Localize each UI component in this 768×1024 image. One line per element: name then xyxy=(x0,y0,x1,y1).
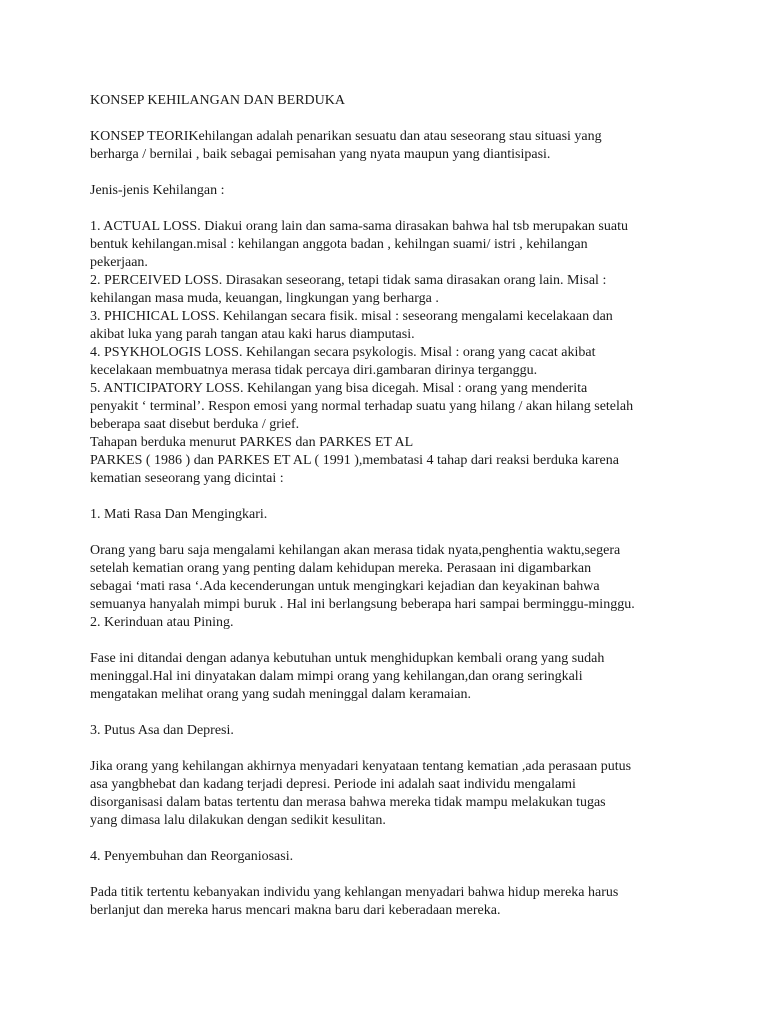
text-line: disorganisasi dalam batas tertentu dan merasa bahwa mereka tidak mampu melakukan tugas xyxy=(90,795,606,810)
text-line: KONSEP TEORIKehilangan adalah penarikan sesuatu dan atau seseorang stau situasi yang xyxy=(90,129,602,144)
text-line: 3. Putus Asa dan Depresi. xyxy=(90,723,234,738)
text-line: 3. PHICHICAL LOSS. Kehilangan secara fisik. misal : seseorang mengalami kecelakaan dan xyxy=(90,309,613,324)
paragraph xyxy=(90,848,738,866)
paragraph-spacer xyxy=(90,110,738,128)
text-line: sebagai ‘mati rasa ‘.Ada kecenderungan untuk mengingkari kejadian dan keyakinan bahwa xyxy=(90,579,600,594)
paragraph-spacer xyxy=(90,524,738,542)
text-line: kehilangan masa muda, keuangan, lingkungan yang berharga . xyxy=(90,291,439,306)
paragraph xyxy=(90,650,738,704)
text-line: semuanya hanyalah mimpi buruk . Hal ini berlangsung beberapa hari sampai berminggu-minggu. xyxy=(90,597,635,612)
text-line: 1. Mati Rasa Dan Mengingkari. xyxy=(90,507,268,522)
text-line: 4. Penyembuhan dan Reorganiosasi. xyxy=(90,849,294,864)
text-line: KONSEP KEHILANGAN DAN BERDUKA xyxy=(90,93,345,108)
text-line: meninggal.Hal ini dinyatakan dalam mimpi orang yang kehilangan,dan orang seringkali xyxy=(90,669,583,684)
text-line: bentuk kehilangan.misal : kehilangan anggota badan , kehilngan suami/ istri , kehilangan xyxy=(90,237,588,252)
paragraph xyxy=(90,722,738,740)
document-body xyxy=(90,92,738,920)
text-line: asa yangbhebat dan kadang terjadi depresi. Periode ini adalah saat individu mengalami xyxy=(90,777,576,792)
text-line: Fase ini ditandai dengan adanya kebutuhan untuk menghidupkan kembali orang yang sudah xyxy=(90,651,605,666)
paragraph-spacer xyxy=(90,740,738,758)
text-line: kecelakaan membuatnya merasa tidak percaya diri.gambaran dirinya terganggu. xyxy=(90,363,538,378)
document-title xyxy=(90,92,738,110)
text-line: pekerjaan. xyxy=(90,255,148,270)
paragraph-spacer xyxy=(90,164,738,182)
text-line: 5. ANTICIPATORY LOSS. Kehilangan yang bisa dicegah. Misal : orang yang menderita xyxy=(90,381,588,396)
text-line: Pada titik tertentu kebanyakan individu yang kehlangan menyadari bahwa hidup mereka harus xyxy=(90,885,619,900)
paragraph xyxy=(90,884,738,920)
text-line: beberapa saat disebut berduka / grief. xyxy=(90,417,300,432)
text-line: mengatakan melihat orang yang sudah meninggal dalam keramaian. xyxy=(90,687,471,702)
text-line: Jika orang yang kehilangan akhirnya menyadari kenyataan tentang kematian ,ada perasaan putus xyxy=(90,759,632,774)
text-line: penyakit ‘ terminal’. Respon emosi yang normal terhadap suatu yang hilang / akan hilang setelah xyxy=(90,399,634,414)
paragraph xyxy=(90,758,738,830)
paragraph xyxy=(90,542,738,632)
text-line: berharga / bernilai , baik sebagai pemisahan yang nyata maupun yang diantisipasi. xyxy=(90,147,551,162)
paragraph-spacer xyxy=(90,830,738,848)
text-line: 2. Kerinduan atau Pining. xyxy=(90,615,234,630)
text-line: berlanjut dan mereka harus mencari makna baru dari keberadaan mereka. xyxy=(90,903,501,918)
paragraph xyxy=(90,128,738,164)
text-line: akibat luka yang parah tangan atau kaki harus diamputasi. xyxy=(90,327,415,342)
text-line: 2. PERCEIVED LOSS. Dirasakan seseorang, tetapi tidak sama dirasakan orang lain. Misal : xyxy=(90,273,607,288)
text-line: Orang yang baru saja mengalami kehilangan akan merasa tidak nyata,penghentia waktu,segera xyxy=(90,543,621,558)
text-line: PARKES ( 1986 ) dan PARKES ET AL ( 1991 ),membatasi 4 tahap dari reaksi berduka karena xyxy=(90,453,619,468)
paragraph-spacer xyxy=(90,632,738,650)
paragraph xyxy=(90,506,738,524)
text-line: 4. PSYKHOLOGIS LOSS. Kehilangan secara psykologis. Misal : orang yang cacat akibat xyxy=(90,345,596,360)
text-line: yang dimasa lalu dilakukan dengan sedikit kesulitan. xyxy=(90,813,386,828)
text-line: Tahapan berduka menurut PARKES dan PARKES ET AL xyxy=(90,435,414,450)
text-line: 1. ACTUAL LOSS. Diakui orang lain dan sama-sama dirasakan bahwa hal tsb merupakan suatu xyxy=(90,219,628,234)
text-line: setelah kematian orang yang penting dalam kehidupan mereka. Perasaan ini digambarkan xyxy=(90,561,592,576)
paragraph xyxy=(90,218,738,488)
paragraph xyxy=(90,182,738,200)
paragraph-spacer xyxy=(90,866,738,884)
paragraph-spacer xyxy=(90,200,738,218)
paragraph-spacer xyxy=(90,488,738,506)
paragraph-spacer xyxy=(90,704,738,722)
text-line: kematian seseorang yang dicintai : xyxy=(90,471,284,486)
text-line: Jenis-jenis Kehilangan : xyxy=(90,183,225,198)
